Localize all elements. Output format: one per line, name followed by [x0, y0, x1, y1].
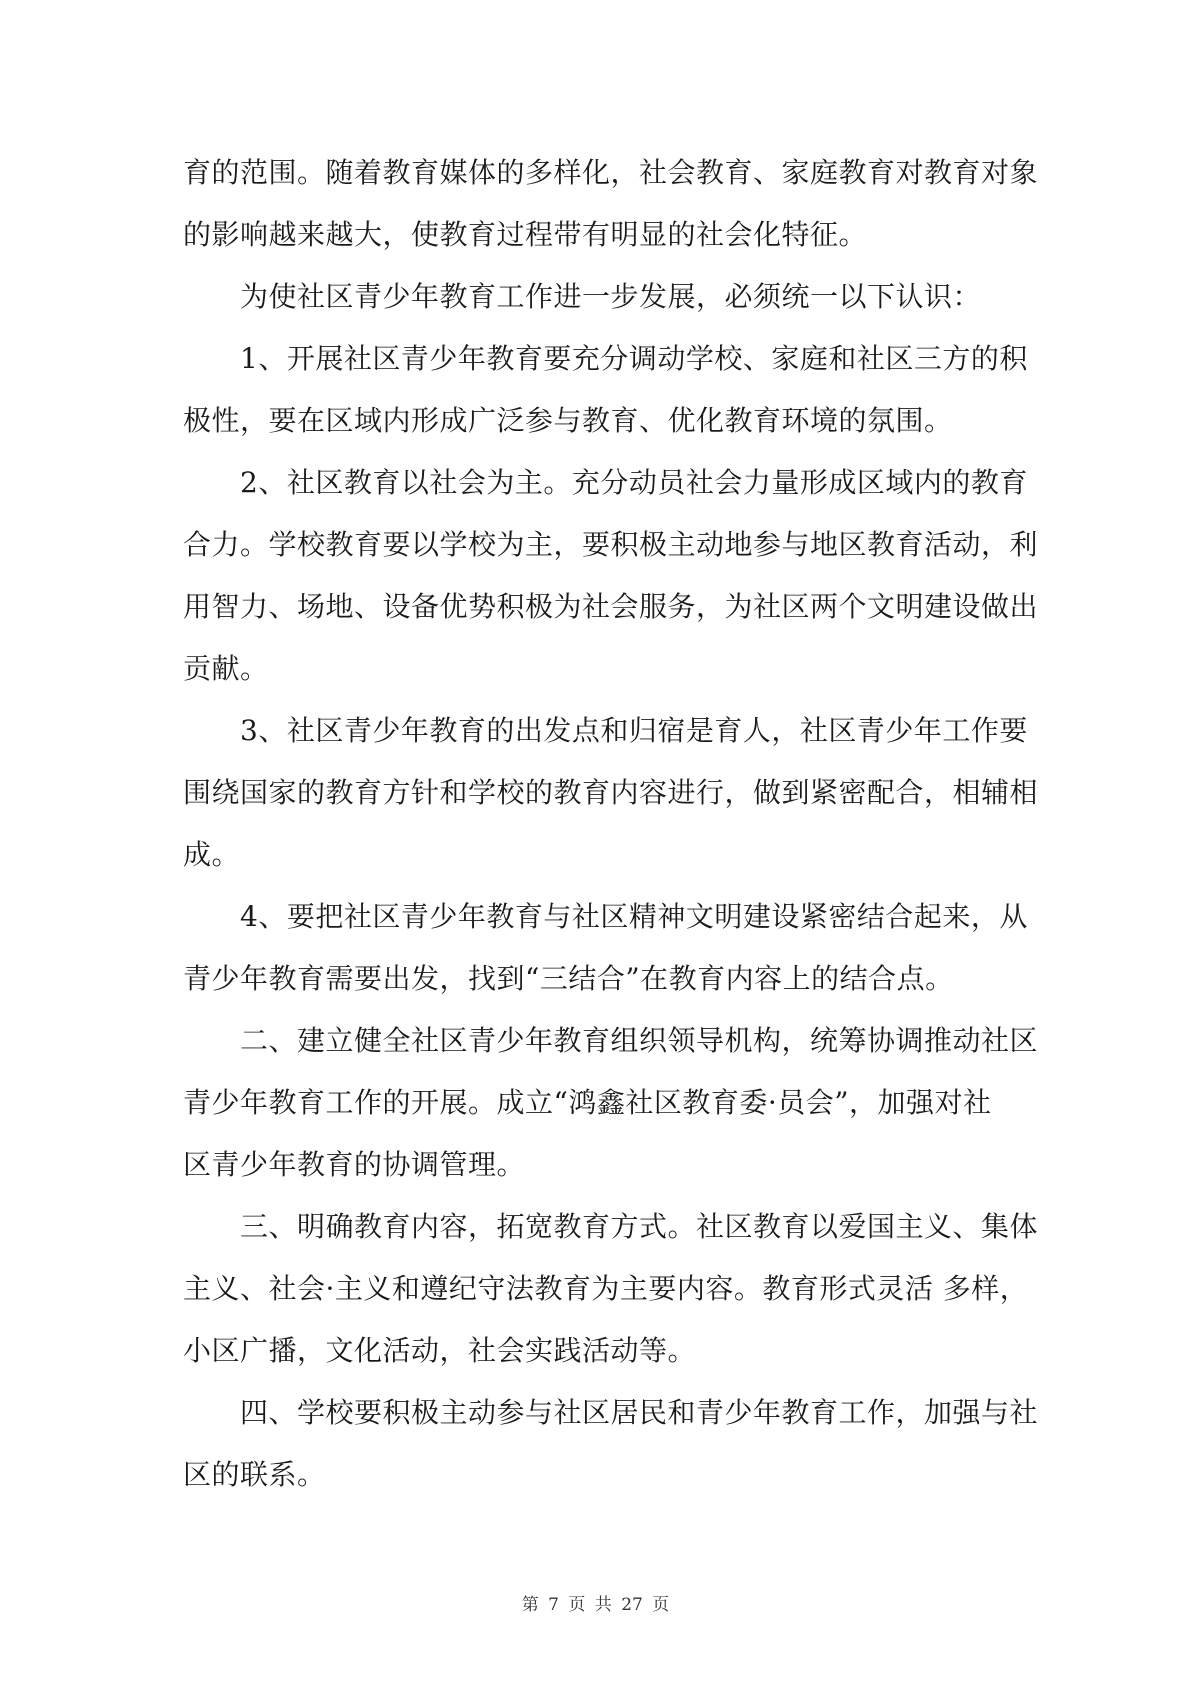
- text-line: 区青少年教育的协调管理。: [183, 1148, 526, 1181]
- document-body: [183, 142, 1039, 1506]
- text-line: 主义、社会·主义和遵纪守法教育为主要内容。教育形式灵活 多样，: [183, 1272, 1029, 1305]
- paragraph-start-line: 为使社区青少年教育工作进一步发展，必须统一以下认识：: [240, 280, 982, 313]
- text-line: 青少年教育需要出发，找到“三结合”在教育内容上的结合点。: [183, 962, 954, 995]
- paragraph-start-line: 三、明确教育内容，拓宽教育方式。社区教育以爱国主义、集体: [240, 1210, 1039, 1243]
- text-line: 合力。学校教育要以学校为主，要积极主动地参与地区教育活动，利: [183, 528, 1039, 561]
- paragraph-start-line: 二、建立健全社区青少年教育组织领导机构，统筹协调推动社区: [240, 1024, 1039, 1057]
- paragraph-start-line: 1、开展社区青少年教育要充分调动学校、家庭和社区三方的积: [240, 342, 1028, 375]
- page-number-footer: 第 7 页 共 27 页: [521, 1595, 670, 1615]
- text-line: 青少年教育工作的开展。成立“鸿鑫社区教育委·员会”，加强对社: [183, 1086, 992, 1119]
- text-line: 小区广播，文化活动，社会实践活动等。: [183, 1334, 697, 1367]
- text-line: 育的范围。随着教育媒体的多样化，社会教育、家庭教育对教育对象: [183, 156, 1039, 189]
- text-line: 贡献。: [183, 652, 269, 685]
- text-line: 极性，要在区域内形成广泛参与教育、优化教育环境的氛围。: [183, 404, 953, 437]
- paragraph-start-line: 2、社区教育以社会为主。充分动员社会力量形成区域内的教育: [240, 466, 1028, 499]
- text-line: 用智力、场地、设备优势积极为社会服务，为社区两个文明建设做出: [183, 590, 1039, 623]
- text-line: 的影响越来越大，使教育过程带有明显的社会化特征。: [183, 218, 868, 251]
- text-line: 区的联系。: [183, 1458, 326, 1491]
- text-line: 成。: [183, 838, 241, 871]
- paragraph-start-line: 4、要把社区青少年教育与社区精神文明建设紧密结合起来，从: [240, 900, 1028, 933]
- paragraph-start-line: 3、社区青少年教育的出发点和归宿是育人，社区青少年工作要: [240, 714, 1028, 747]
- text-line: 围绕国家的教育方针和学校的教育内容进行，做到紧密配合，相辅相: [183, 776, 1039, 809]
- paragraph-start-line: 四、学校要积极主动参与社区居民和青少年教育工作，加强与社: [240, 1396, 1039, 1429]
